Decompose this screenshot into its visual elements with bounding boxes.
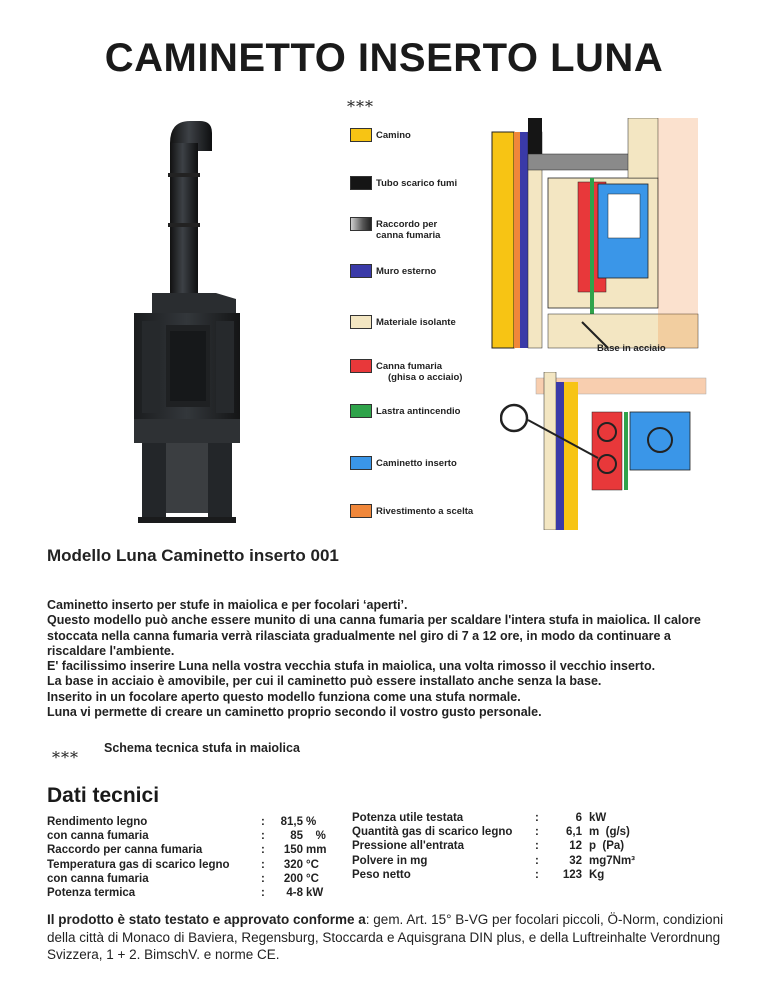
spec-unit: m (g/s) — [589, 826, 630, 839]
legend-label: Lastra antincendio — [376, 406, 461, 417]
table2-units — [589, 811, 635, 882]
legend-item-caminetto-inserto — [350, 456, 457, 474]
spec-label: Quantità gas di scarico legno — [352, 826, 513, 839]
legend-swatch — [350, 128, 372, 142]
stars-ornament-bottom: *** — [52, 748, 79, 767]
certification-lead: Il prodotto è stato testato e approvato conforme a — [47, 912, 366, 927]
description-line: Questo modello può anche essere munito di una canna fumaria per scaldare l'intera stufa in maiolica. Il calore stoccata nella canna fumaria verrà rilasciata gradualmente nel giro di 7 a 12 ore, in modo da continuare a riscaldare l'ambiente. — [47, 613, 701, 658]
legend-item-muro-esterno — [350, 264, 436, 282]
spec-unit: % — [306, 830, 326, 843]
base-acciaio-label: Base in acciaio — [597, 343, 666, 354]
description — [47, 598, 707, 720]
page-title: CAMINETTO INSERTO LUNA — [104, 36, 664, 80]
table1-colons: : : : : : : — [261, 816, 265, 900]
legend-label: Rivestimento a scelta — [376, 506, 474, 517]
legend-item-raccordo — [350, 217, 441, 241]
legend-label: Muro esterno — [376, 266, 437, 277]
model-subtitle: Modello Luna Caminetto inserto 001 — [47, 546, 339, 565]
spec-value: 6 — [575, 812, 582, 824]
spec-unit: Kg — [589, 868, 605, 881]
legend-swatch — [350, 504, 372, 518]
legend-item-canna-fumaria — [350, 359, 463, 383]
spec-value: 320 — [283, 858, 303, 871]
legend-item-lastra-antincendio — [350, 404, 460, 422]
spec-label: Temperatura gas di scarico legno — [47, 858, 230, 871]
spec-label: Pressione all'entrata — [352, 840, 465, 853]
spec-label: Peso netto — [352, 868, 411, 881]
table2-labels — [352, 811, 512, 882]
spec-label: Polvere in mg — [352, 854, 428, 867]
spec-value: 150 — [283, 844, 303, 857]
certification-body: : gem. Art. 15° B-VG per focolari piccoli, Ö-Norm, condizioni della città di Monaco di Baviera, Regensburg, Stoccarda e Aquisgrana DIN plus, e della Luftreinhalte Verordnung Svizzera, 1 + 2. BimschV. e norme CE. — [47, 912, 724, 962]
table1-values — [273, 815, 303, 900]
legend-label: Canna fumaria (ghisa o acciaio) — [376, 361, 463, 383]
legend-label: Raccordo per canna fumaria — [376, 219, 441, 241]
legend-swatch — [350, 264, 372, 278]
stars-ornament-top: *** — [347, 97, 374, 116]
spec-value: 85 — [290, 830, 303, 843]
certification-text — [47, 911, 737, 964]
spec-unit: % — [306, 816, 317, 828]
legend-swatch — [350, 404, 372, 418]
description-line: Luna vi permette di creare un caminetto proprio secondo il vostro gusto personale. — [47, 705, 542, 720]
spec-label: con canna fumaria — [47, 872, 149, 885]
spec-unit: °C — [306, 858, 319, 871]
legend-item-materiale-isolante — [350, 315, 456, 333]
spec-value: 123 — [562, 868, 582, 881]
legend-item-camino — [350, 128, 411, 146]
description-line: Caminetto inserto per stufe in maiolica e per focolari ‘aperti’. — [47, 598, 408, 612]
table2-values — [546, 811, 582, 882]
spec-value: 32 — [569, 854, 582, 867]
table1-units — [306, 815, 326, 900]
table1-labels — [47, 815, 230, 900]
description-line: E' facilissimo inserire Luna nella vostra vecchia stufa in maiolica, una volta rimosso il vecchio inserto. — [47, 659, 656, 674]
spec-value: 4-8 — [286, 887, 303, 900]
spec-label: Rendimento legno — [47, 816, 148, 828]
spec-unit: mm — [306, 844, 327, 857]
spec-value: 81,5 — [280, 816, 303, 828]
spec-value: 12 — [569, 840, 582, 853]
legend-swatch — [350, 217, 372, 231]
legend-label: Tubo scarico fumi — [376, 178, 458, 189]
spec-label: Raccordo per canna fumaria — [47, 844, 203, 857]
stove-plan-diagram — [500, 372, 715, 530]
legend-label: Camino — [376, 130, 411, 141]
legend-label: Materiale isolante — [376, 317, 456, 328]
spec-label: Potenza utile testata — [352, 812, 464, 824]
spec-label: Potenza termica — [47, 887, 136, 900]
spec-unit: kW — [589, 812, 607, 824]
table2-colons: : : : : : — [535, 812, 539, 881]
dati-tecnici-title: Dati tecnici — [47, 784, 160, 807]
legend-item-rivestimento — [350, 504, 473, 522]
stove-photo — [112, 103, 278, 533]
legend-swatch — [350, 315, 372, 329]
spec-unit: p (Pa) — [589, 840, 625, 853]
spec-unit: kW — [306, 887, 324, 900]
legend-label: Caminetto inserto — [376, 458, 457, 469]
spec-value: 200 — [283, 872, 303, 885]
legend-swatch — [350, 359, 372, 373]
description-line: La base in acciaio è amovibile, per cui il caminetto può essere installato anche senza la base. — [47, 674, 602, 689]
spec-unit: mg7Nm³ — [589, 854, 636, 867]
spec-unit: °C — [306, 872, 319, 885]
schema-label: Schema tecnica stufa in maiolica — [104, 741, 300, 755]
legend-item-tubo-scarico-fumi — [350, 176, 457, 194]
spec-value: 6,1 — [566, 826, 582, 839]
legend-swatch — [350, 176, 372, 190]
stove-section-diagram — [478, 118, 713, 350]
spec-label: con canna fumaria — [47, 830, 149, 843]
legend-swatch — [350, 456, 372, 470]
description-line: Inserito in un focolare aperto questo modello funziona come una stufa normale. — [47, 689, 521, 704]
